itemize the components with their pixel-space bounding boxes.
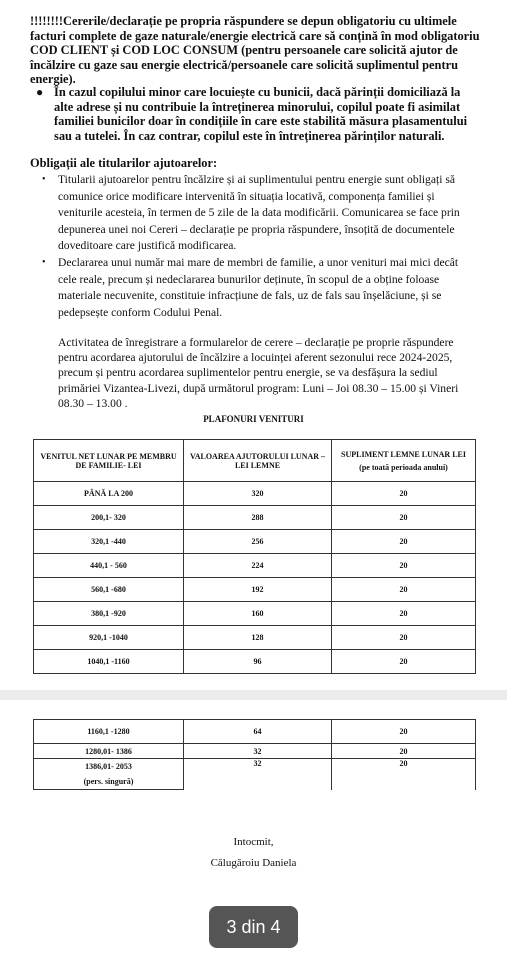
cell-single-note: (pers. singură) xyxy=(34,774,184,790)
cell-income: 560,1 -680 xyxy=(34,578,184,602)
cell-aid: 32 xyxy=(184,759,332,790)
bullet-icon: • xyxy=(42,174,46,185)
cell-aid: 256 xyxy=(184,530,332,554)
cell-supplement: 20 xyxy=(332,744,476,759)
cell-supplement: 20 xyxy=(332,626,476,650)
cell-aid: 192 xyxy=(184,578,332,602)
child-note xyxy=(36,85,481,143)
signature-label: Intocmit, xyxy=(233,836,274,848)
obligations-title: Obligații ale titularilor ajutoarelor: xyxy=(30,156,218,170)
cell-supplement: 20 xyxy=(332,530,476,554)
table-row xyxy=(34,530,476,554)
activity-paragraph: Activitatea de înregistrare a formularelor de cerere – declarație pe proprie răspundere pentru acordarea ajutorului de încălzire a locuinței aferent sezonului rece 2024-2025, precum și pentru acordarea suplimentelor pentru energie, se va desfășura la sediul primăriei Vizantea-Livezi, după următorul program: Luni – Joi 08.30 – 15.00 și Vineri 08.30 – 13.00 . xyxy=(58,336,459,410)
bullet-icon: ● xyxy=(36,85,44,99)
table-row xyxy=(34,720,476,744)
cell-supplement: 20 xyxy=(332,602,476,626)
table-row xyxy=(34,482,476,506)
bullet-icon: • xyxy=(42,256,46,268)
cell-aid: 32 xyxy=(184,744,332,759)
cell-income: 1160,1 -1280 xyxy=(34,720,184,744)
cell-income: 920,1 -1040 xyxy=(34,626,184,650)
table-row xyxy=(34,626,476,650)
obligation-text: Declararea unui număr mai mare de membri de familie, a unor venituri mai mici decât cele reale, precum și nedeclararea bunurilor deținute, în scopul de a obține foloase materiale necuvenite, constituie infracțiune de fals, uz de fals sau înșelăciune, și se pedepsește conform Codului Penal. xyxy=(58,255,459,319)
table-row xyxy=(34,602,476,626)
header-income: VENITUL NET LUNAR PE MEMBRU DE FAMILIE- LEI xyxy=(34,440,184,482)
cell-aid: 96 xyxy=(184,650,332,674)
table-row xyxy=(34,650,476,674)
table-header-row xyxy=(34,440,476,482)
obligation-text: Titularii ajutoarelor pentru încălzire și ai suplimentului pentru energie sunt obligați să comunice orice modificare intervenită în situația locativă, componența familiei și veniturile acesteia, în termen de 5 zile de la data modificării. Comunicarea se face prin depunerea unei noi Cereri – declarație pe propria răspundere, însoțită de documentele doveditoare care justifică modificarea. xyxy=(58,173,460,253)
cell-aid: 224 xyxy=(184,554,332,578)
cell-supplement: 20 xyxy=(332,506,476,530)
cell-aid: 320 xyxy=(184,482,332,506)
page-divider xyxy=(0,690,507,700)
intro-paragraph: !!!!!!!!Cererile/declarație pe propria răspundere se depun obligatoriu cu ultimele facturi complete de gaze naturale/energie electrică care să conțină în mod obligatoriu COD CLIENT și COD LOC CONSUM (pentru persoanele care solicită ajutor de încălzire cu gaze sau energie electrică/persoanele care solicită suplimentul pentru energie). xyxy=(30,14,480,87)
cell-income: 1386,01- 2053 xyxy=(34,759,184,774)
cell-supplement: 20 xyxy=(332,759,476,790)
cell-supplement: 20 xyxy=(332,650,476,674)
page-indicator: 3 din 4 xyxy=(209,906,298,948)
cell-income: PÂNĂ LA 200 xyxy=(34,482,184,506)
header-supplement xyxy=(332,440,476,482)
cell-income: 1280,01- 1386 xyxy=(34,744,184,759)
cell-aid: 128 xyxy=(184,626,332,650)
table-title: PLAFONURI VENITURI xyxy=(203,414,304,424)
cell-aid: 64 xyxy=(184,720,332,744)
header-supplement-note: (pe toată perioada anului) xyxy=(359,462,448,472)
cell-income: 440,1 - 560 xyxy=(34,554,184,578)
income-table xyxy=(33,439,476,674)
cell-income: 1040,1 -1160 xyxy=(34,650,184,674)
table-row xyxy=(34,554,476,578)
cell-income: 320,1 -440 xyxy=(34,530,184,554)
cell-aid: 160 xyxy=(184,602,332,626)
table-row xyxy=(34,506,476,530)
table-row xyxy=(34,744,476,759)
list-item xyxy=(42,255,472,321)
cell-supplement: 20 xyxy=(332,578,476,602)
income-table-continued xyxy=(33,719,476,790)
cell-supplement: 20 xyxy=(332,482,476,506)
header-supplement-label: SUPLIMENT LEMNE LUNAR LEI xyxy=(341,449,466,459)
cell-income: 200,1- 320 xyxy=(34,506,184,530)
list-item xyxy=(42,172,472,255)
child-note-text: În cazul copilului minor care locuiește cu bunicii, dacă părinții domiciliază la alte adrese și nu contribuie la întreținerea minorului, copilul poate fi asimilat familiei bunicilor doar în condițiile în care este stabilită măsura plasamentului sau a tutelei. În caz contrar, copilul este în întreținerea părinților naturali. xyxy=(54,85,468,143)
table-row xyxy=(34,578,476,602)
signature-name: Călugăroiu Daniela xyxy=(210,857,297,869)
table-row xyxy=(34,759,476,774)
obligations-list xyxy=(42,172,472,321)
cell-income: 380,1 -920 xyxy=(34,602,184,626)
cell-aid: 288 xyxy=(184,506,332,530)
header-aid: VALOAREA AJUTORULUI LUNAR – LEI LEMNE xyxy=(184,440,332,482)
cell-supplement: 20 xyxy=(332,720,476,744)
cell-supplement: 20 xyxy=(332,554,476,578)
